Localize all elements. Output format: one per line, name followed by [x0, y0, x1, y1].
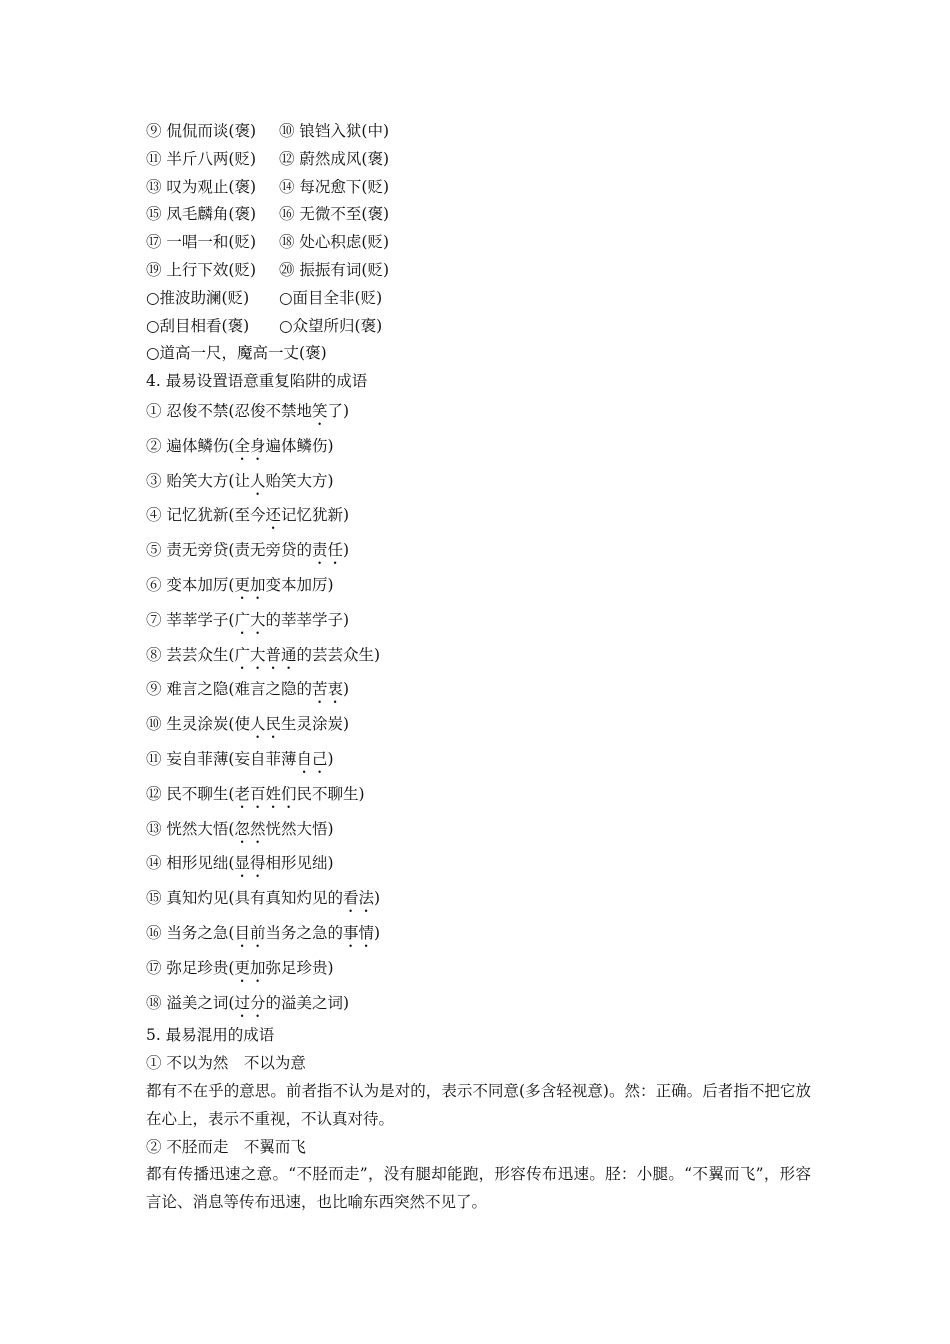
idiom-sentiment-list [146, 118, 811, 368]
list-item: ⑬ 恍然大悟(忽然恍然大悟) [146, 819, 334, 838]
list-item: ⑯ 当务之急(目前当务之急的事情) [146, 923, 381, 942]
idiom-row [146, 201, 811, 229]
idiom-row [146, 313, 811, 341]
emphasis-text: 自己 [296, 749, 328, 768]
list-item: ⑭ 相形见绌(显得相形见绌) [146, 854, 334, 873]
emphasis-text: 看法 [342, 889, 374, 908]
list-item: ⑧ 芸芸众生(广大普通的芸芸众生) [146, 645, 381, 664]
list-item: ⑰ 弥足珍贵(更加弥足珍贵) [146, 958, 334, 977]
list-item: ⑩ 生灵涂炭(使人民生灵涂炭) [146, 715, 350, 734]
entry-title: ① 不以为然 不以为意 [146, 1054, 306, 1073]
section-heading: 5. 最易混用的成语 [146, 1026, 275, 1045]
idiom-row [146, 118, 811, 146]
emphasis-text: 广大普通 [234, 645, 297, 664]
emphasis-text: 全身 [234, 436, 266, 455]
idiom-row [146, 257, 811, 285]
redundancy-list [146, 396, 811, 1022]
list-item: ② 遍体鳞伤(全身遍体鳞伤) [146, 436, 334, 455]
idiom-item: ⑱ 处心积虑(贬) [279, 233, 390, 252]
idiom-item: ⑩ 锒铛入狱(中) [279, 122, 390, 140]
list-item: ④ 记忆犹新(至今还记忆犹新) [146, 506, 350, 525]
emphasis-text: 过分 [234, 993, 266, 1012]
idiom-item: ⑨ 侃侃而谈(褒) [146, 122, 257, 140]
emphasis-text: 责任 [311, 541, 343, 560]
idiom-item: ○推波助澜(贬) [146, 288, 250, 307]
idiom-row [146, 285, 811, 313]
emphasis-text: 显得 [234, 854, 266, 873]
emphasis-text: 人民 [249, 715, 281, 734]
list-item: ⑱ 溢美之词(过分的溢美之词) [146, 993, 350, 1012]
idiom-item: ⑳ 振振有词(贬) [279, 260, 390, 279]
emphasis-text: 人 [249, 471, 266, 490]
list-item: ⑪ 妄自菲薄(妄自菲薄自己) [146, 749, 334, 768]
idiom-item: ⑯ 无微不至(褒) [279, 205, 390, 224]
document-body [146, 118, 811, 1217]
idiom-item: ○刮目相看(褒) [146, 316, 250, 335]
idiom-item: ○道高一尺，魔高一丈(褒) [146, 344, 327, 363]
idiom-row [146, 229, 811, 257]
idiom-row [146, 146, 811, 174]
confusable-list [146, 1050, 811, 1217]
emphasis-text: 目前 [234, 923, 266, 942]
emphasis-text: 苦衷 [311, 680, 343, 699]
list-item: ⑨ 难言之隐(难言之隐的苦衷) [146, 680, 350, 699]
list-item: ⑥ 变本加厉(更加变本加厉) [146, 575, 334, 594]
emphasis-text: 更加 [234, 958, 266, 977]
list-item: ⑦ 莘莘学子(广大的莘莘学子) [146, 610, 350, 629]
idiom-item: ○众望所归(褒) [279, 316, 383, 335]
emphasis-text: 忽然 [234, 819, 266, 838]
emphasis-text: 笑 [311, 401, 328, 420]
idiom-item: ⑪ 半斤八两(贬) [146, 149, 257, 168]
idiom-item: ○面目全非(贬) [279, 288, 383, 307]
list-item: ⑫ 民不聊生(老百姓们民不聊生) [146, 784, 365, 803]
emphasis-text: 事情 [343, 923, 375, 942]
idiom-item: ⑫ 蔚然成风(褒) [279, 149, 390, 168]
list-item: ⑤ 责无旁贷(责无旁贷的责任) [146, 541, 350, 560]
list-item: ① 忍俊不禁(忍俊不禁地笑了) [146, 401, 350, 420]
emphasis-text: 广大 [234, 610, 266, 629]
section-heading: 4. 最易设置语意重复陷阱的成语 [146, 372, 368, 391]
idiom-item: ⑭ 每况愈下(贬) [279, 177, 390, 196]
emphasis-text: 更加 [234, 575, 266, 594]
entry-body: 都有不在乎的意思。前者指不认为是对的，表示不同意(多含轻视意)。然：正确。后者指不把它放在心上，表示不重视，不认真对待。 [146, 1081, 811, 1128]
idiom-row [146, 174, 811, 202]
emphasis-text: 还 [265, 506, 281, 525]
idiom-item: ⑰ 一唱一和(贬) [146, 233, 257, 252]
idiom-item: ⑮ 凤毛麟角(褒) [146, 205, 257, 224]
list-item: ⑮ 真知灼见(具有真知灼见的看法) [146, 889, 381, 908]
idiom-item: ⑲ 上行下效(贬) [146, 260, 257, 279]
list-item: ③ 贻笑大方(让人贻笑大方) [146, 471, 334, 490]
entry-body: 都有传播迅速之意。“不胫而走”，没有腿却能跑，形容传布迅速。胫：小腿。“不翼而飞”，形容言论、消息等传布迅速，也比喻东西突然不见了。 [146, 1165, 811, 1212]
idiom-item: ⑬ 叹为观止(褒) [146, 177, 257, 196]
entry-title: ② 不胫而走 不翼而飞 [146, 1137, 306, 1156]
emphasis-text: 老百姓们 [234, 784, 297, 803]
